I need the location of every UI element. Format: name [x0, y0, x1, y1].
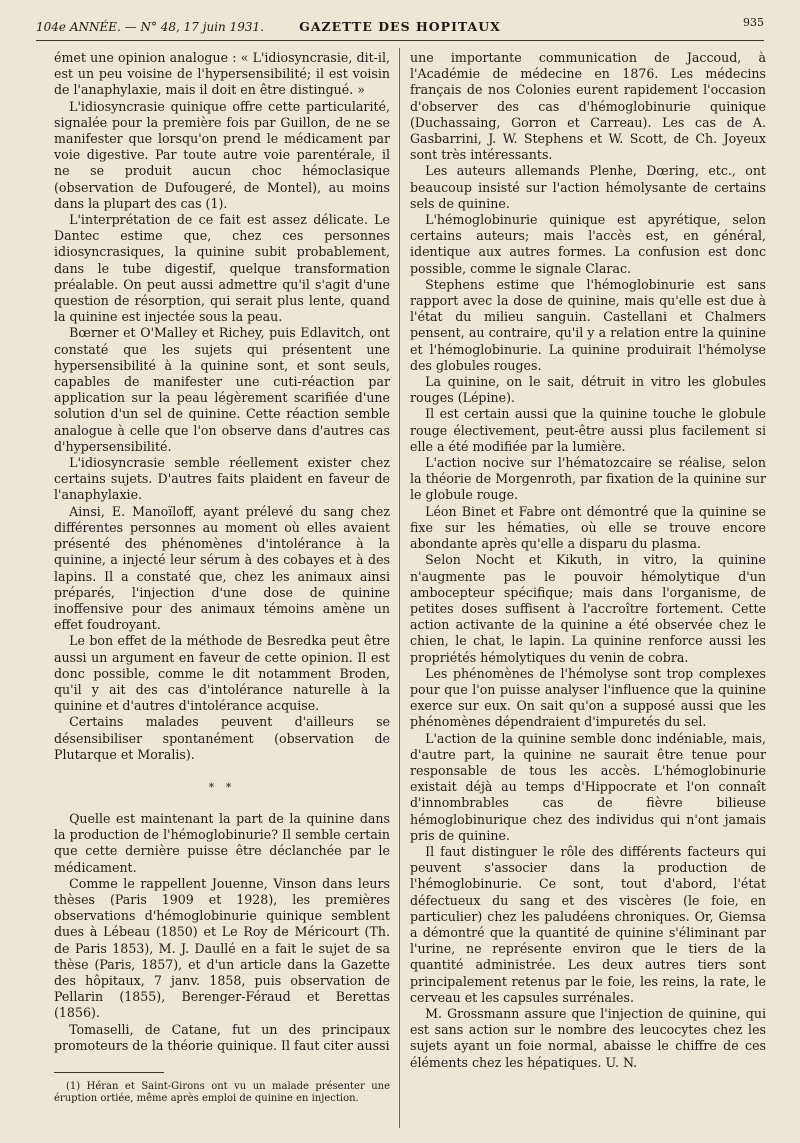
page-number: 935 [743, 16, 764, 29]
paragraph: M. Grossmann assure que l'injection de quinine, qui est sans action sur le nombre des leucocytes chez les sujets ayant un foie normal, abaisse le chiffre de ces éléments chez les hépatiques. U. N. [410, 1005, 766, 1070]
paragraph: Les phénomènes de l'hémolyse sont trop complexes pour que l'on puisse analyser l'influence que la quinine exerce sur eux. On sait qu'on a supposé aussi que les phénomènes dépendraient d'impuretés du sel. [410, 665, 766, 730]
paragraph: Il faut distinguer le rôle des différents facteurs qui peuvent s'associer dans la production de l'hémoglobinurie. Ce sont, tout d'abord, l'état défectueux du sang et des viscères (le foie, en particulier) chez les paludéens chroniques. Or, Giemsa a démontré que la quantité de quinine s'éliminant par l'urine, ne représente environ que le tiers de la quantité administrée. Les deux autres tiers sont principalement retenus par le foie, les reins, la rate, le cerveau et les capsules surrénales. [410, 843, 766, 1005]
paragraph: Certains malades peuvent d'ailleurs se désensibiliser spontanément (observation de Plutarque et Moralis). [54, 714, 390, 762]
paragraph: L'idiosyncrasie semble réellement exister chez certains sujets. D'autres faits plaident en faveur de l'anaphylaxie. [54, 455, 390, 503]
footnote: (1) Héran et Saint-Girons ont vu un malade présenter une éruption ortiée, même après emploi de quinine en injection. [54, 1080, 390, 1104]
paragraph: Ainsi, E. Manoïloff, ayant prélevé du sang chez différentes personnes au moment où elles avaient présenté des phénomènes d'intolérance à la quinine, a injecté leur sérum à des cobayes et à des lapins. Il a constaté que, chez les animaux ainsi préparés, l'injection d'une dose de quinine inoffensive pour des animaux témoins amène un effet foudroyant. [54, 503, 390, 633]
column-divider [399, 48, 400, 1128]
paragraph: Stephens estime que l'hémoglobinurie est sans rapport avec la dose de quinine, mais qu'elle est due à l'état du milieu sanguin. Castellani et Chalmers pensent, au contraire, qu'il y a relation entre la quinine et l'hémoglobinurie. La quinine produirait l'hémolyse des globules rouges. [410, 276, 766, 373]
paragraph: L'action nocive sur l'hématozcaire se réalise, selon la théorie de Morgenroth, par fixation de la quinine sur le globule rouge. [410, 455, 766, 503]
paragraph: Quelle est maintenant la part de la quinine dans la production de l'hémoglobinurie? Il semble certain que cette dernière puisse être déclanchée par le médicament. [54, 810, 390, 875]
paragraph: Selon Nocht et Kikuth, in vitro, la quinine n'augmente pas le pouvoir hémolytique d'un ambocepteur spécifique; mais dans l'organisme, de petites doses suffisent à l'accroître fortement. Cette action activante de la quinine a été observée chez le chien, le chat, le lapin. La quinine renforce aussi les propriétés hémolytiques du venin de cobra. [410, 552, 766, 665]
paragraph: L'idiosyncrasie quinique offre cette particularité, signalée pour la première fois par Guillon, de ne se manifester que lorsqu'on prend le médicament par voie digestive. Par toute autre voie parentérale, il ne se produit aucun choc hémoclasique (observation de Dufougeré, de Montel), au moins dans la plupart des cas (1). [54, 98, 390, 211]
paragraph: L'interprétation de ce fait est assez délicate. Le Dantec estime que, chez ces personnes idiosyncrasiques, la quinine subit probablement, dans le tube digestif, quelque transformation préalable. On peut aussi admettre qu'il s'agit d'une question de résorption, qui serait plus lente, quand la quinine est injectée sous la peau. [54, 212, 390, 325]
left-column [54, 50, 390, 1130]
paragraph: Les auteurs allemands Plenhe, Dœring, etc., ont beaucoup insisté sur l'action hémolysante de certains sels de quinine. [410, 163, 766, 211]
paragraph: L'hémoglobinurie quinique est apyrétique, selon certains auteurs; mais l'accès est, en général, identique aux autres formes. La confusion est donc possible, comme le signale Clarac. [410, 212, 766, 276]
issue-info: 104e ANNÉE. — N° 48, 17 juin 1931. [36, 20, 264, 34]
right-column [410, 50, 766, 1130]
paragraph: émet une opinion analogue : « L'idiosyncrasie, dit-il, est un peu voisine de l'hypersensibilité; il est voisin de l'anaphylaxie, mais il doit en être distingué. » [54, 50, 390, 98]
paragraph: La quinine, on le sait, détruit in vitro les globules rouges (Lépine). [410, 374, 766, 406]
paragraph: Le bon effet de la méthode de Besredka peut être aussi un argument en faveur de cette opinion. Il est donc possible, comme le dit notamment Broden, qu'il y ait des cas d'intolérance naturelle à la quinine et d'autres d'intolérance acquise. [54, 633, 390, 714]
section-separator: * * [208, 780, 236, 794]
paragraph: Bœrner et O'Malley et Richey, puis Edlavitch, ont constaté que les sujets qui présentent une hypersensibilité à la quinine sont, et sont seuls, capables de manifester une cuti-réaction par application sur la peau légèrement scarifiée d'une solution d'un sel de quinine. Cette réaction semble analogue à celle que l'on observe dans d'autres cas d'hypersensibilité. [54, 325, 390, 454]
page-header [36, 14, 764, 41]
paragraph: Il est certain aussi que la quinine touche le globule rouge électivement, peut-être aussi plus facilement si elle a été modifiée par la lumière. [410, 406, 766, 454]
paragraph: Tomaselli, de Catane, fut un des principaux promoteurs de la théorie quinique. Il faut citer aussi [54, 1021, 390, 1053]
paragraph: une importante communication de Jaccoud, à l'Académie de médecine en 1876. Les médecins français de nos Colonies eurent rapidement l'occasion d'observer des cas d'hémoglobinurie quinique (Duchassaing, Gorron et Carreau). Les cas de A. Gasbarrini, J. W. Stephens et W. Scott, de Ch. Joyeux sont très intéressants. [410, 50, 766, 163]
paragraph: Léon Binet et Fabre ont démontré que la quinine se fixe sur les hématies, où elle se trouve encore abondante après qu'elle a disparu du plasma. [410, 503, 766, 552]
paragraph: L'action de la quinine semble donc indéniable, mais, d'autre part, la quinine ne saurait être tenue pour responsable de tous les accès. L'hémoglobinurie existait déjà au temps d'Hippocrate et l'on connaît d'innombrables cas de fièvre bilieuse hémoglobinurique chez des individus qui n'ont jamais pris de quinine. [410, 730, 766, 843]
paragraph: Comme le rappellent Jouenne, Vinson dans leurs thèses (Paris 1909 et 1928), les premières observations d'hémoglobinurie quinique semblent dues à Lébeau (1850) et Le Roy de Méricourt (Th. de Paris 1853), M. J. Daullé en a fait le sujet de sa thèse (Paris, 1857), et d'un article dans la Gazette des hôpitaux, 7 janv. 1858, puis observation de Pellarin (1855), Berenger-Féraud et Berettas (1856). [54, 875, 390, 1021]
journal-title: GAZETTE DES HOPITAUX [299, 19, 501, 34]
footnote-rule [54, 1072, 164, 1073]
